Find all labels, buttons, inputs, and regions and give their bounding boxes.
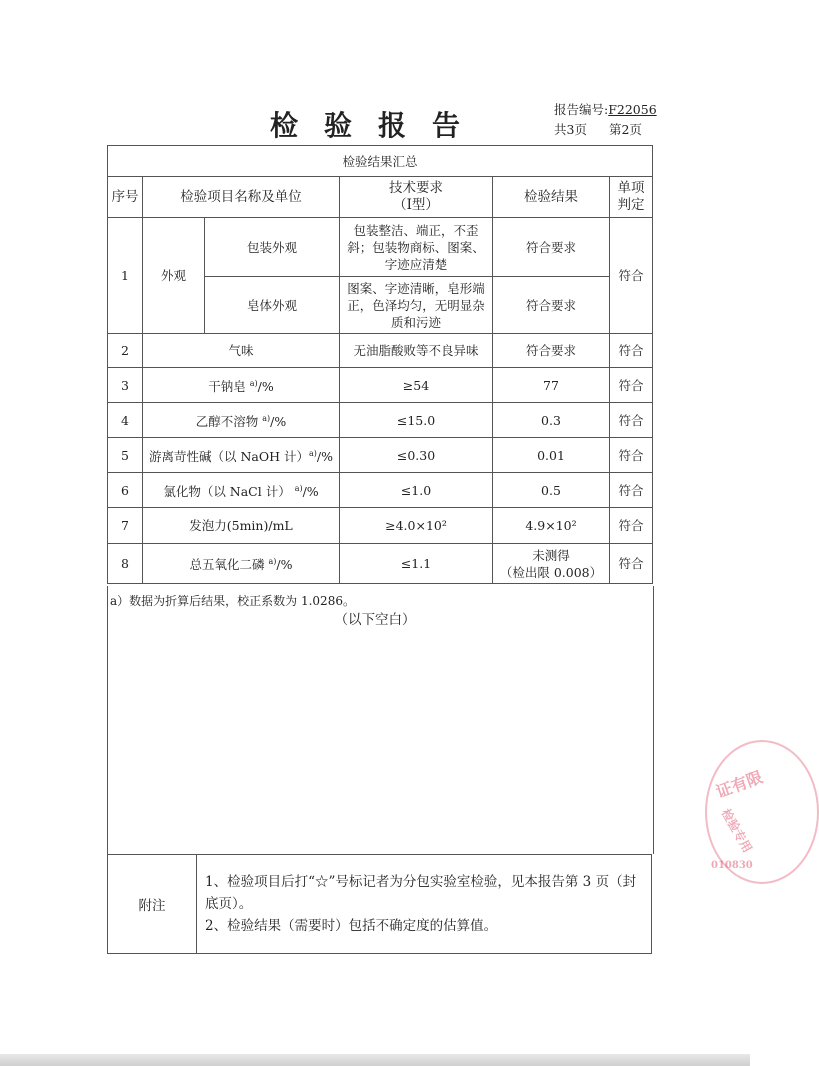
report-title: 检验报告 xyxy=(270,109,487,142)
notes-table xyxy=(107,854,652,954)
results-table xyxy=(107,145,653,584)
total-pages: 共3页 xyxy=(554,122,587,137)
table-row: 5 游离苛性碱（以 NaOH 计）$^{a)}$/% ≤0.30 0.01 符合 xyxy=(108,438,653,473)
report-number-value: F22056 xyxy=(608,102,657,117)
page-edge xyxy=(0,1054,750,1066)
notes-text: 1、检验项目后打“☆”号标记者为分包实验室检验，见本报告第 3 页（封底页）。 2、检验结果（需要时）包括不确定度的估算值。 xyxy=(197,855,652,954)
seal-stamp: 证有限 检验专用 010830 xyxy=(705,740,819,884)
report-number-label: 报告编号: xyxy=(554,102,609,117)
current-page: 第2页 xyxy=(608,122,642,137)
col-judge: 单项判定 xyxy=(610,177,653,218)
table-row: 7 发泡力(5min)/mL ≥4.0×10² 4.9×10² 符合 xyxy=(108,508,653,544)
report-number xyxy=(554,100,657,118)
col-seq: 序号 xyxy=(108,177,143,218)
table-row: 4 乙醇不溶物 $^{a)}$/% ≤15.0 0.3 符合 xyxy=(108,403,653,438)
table-row: 6 氯化物（以 NaCl 计） $^{a)}$/% ≤1.0 0.5 符合 xyxy=(108,473,653,508)
table-row: 8 总五氧化二磷 $^{a)}$/% ≤1.1 未测得 （检出限 0.008） 符合 xyxy=(108,544,653,584)
page-info xyxy=(554,120,664,138)
col-result: 检验结果 xyxy=(493,177,610,218)
blank-note: （以下空白） xyxy=(334,612,416,628)
table-caption: 检验结果汇总 xyxy=(108,146,653,177)
table-row: 3 干钠皂 $^{a)}$/% ≥54 77 符合 xyxy=(108,368,653,403)
col-req: 技术要求 （Ⅰ型） xyxy=(340,177,493,218)
table-row: 1 外观 包装外观 包装整洁、端正，不歪斜；包装物商标、图案、字迹应清楚 符合要求 符合 xyxy=(108,218,653,277)
footnote: a）数据为折算后结果，校正系数为 1.0286。 xyxy=(110,594,355,608)
table-row: 2 气味 无油脂酸败等不良异味 符合要求 符合 xyxy=(108,334,653,368)
notes-label: 附注 xyxy=(108,855,197,954)
col-item: 检验项目名称及单位 xyxy=(143,177,340,218)
table-row: 皂体外观 图案、字迹清晰，皂形端正，色泽均匀，无明显杂质和污迹 符合要求 xyxy=(108,277,653,334)
